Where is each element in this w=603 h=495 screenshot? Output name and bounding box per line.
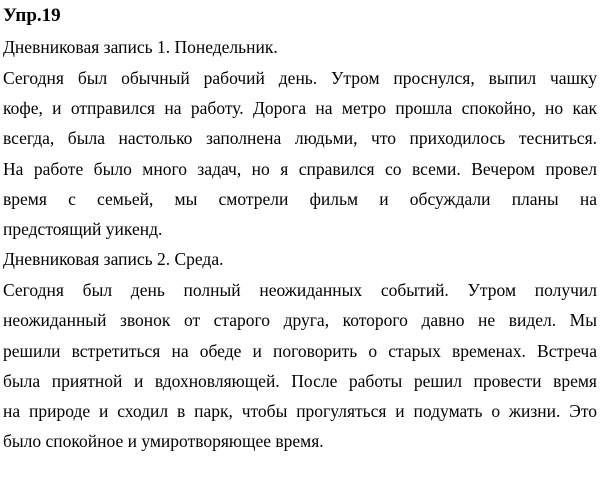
exercise-title: Упр.19 — [3, 5, 61, 26]
entry-2-text — [3, 275, 597, 456]
entry-2-line-5: на природе и сходил в парк, чтобы прогуляться и подумать о жизни. Это — [3, 400, 597, 421]
entry-1-line-2: кофе, и отправился на работу. Дорога на метро прошла спокойно, но как — [3, 98, 597, 119]
entry-1-heading: Дневниковая запись 1. Понедельник. — [3, 37, 278, 57]
entry-1-line-3: всегда, была настолько заполнена людьми, что приходилось тесниться. — [3, 128, 597, 149]
entry-1-line-6: предстоящий уикенд. — [3, 218, 163, 239]
entry-2-line-6: было спокойное и умиротворяющее время. — [3, 431, 324, 452]
entry-1-line-4: На работе было много задач, но я справился со всеми. Вечером провел — [3, 158, 597, 179]
entry-2-line-2: неожиданный звонок от старого друга, которого давно не видел. Мы — [3, 310, 597, 331]
entry-2-line-3: решили встретиться на обеде и поговорить о старых временах. Встреча — [3, 340, 597, 361]
entry-1-line-1: Сегодня был обычный рабочий день. Утром проснулся, выпил чашку — [3, 68, 597, 88]
entry-1-text — [3, 63, 597, 244]
entry-2-heading: Дневниковая запись 2. Среда. — [3, 249, 224, 270]
entry-2-line-1: Сегодня был день полный неожиданных событий. Утром получил — [3, 280, 597, 301]
entry-2-line-4: была приятной и вдохновляющей. После работы решил провести время — [3, 370, 597, 391]
entry-1-line-5: время с семьей, мы смотрели фильм и обсуждали планы на — [3, 188, 597, 209]
